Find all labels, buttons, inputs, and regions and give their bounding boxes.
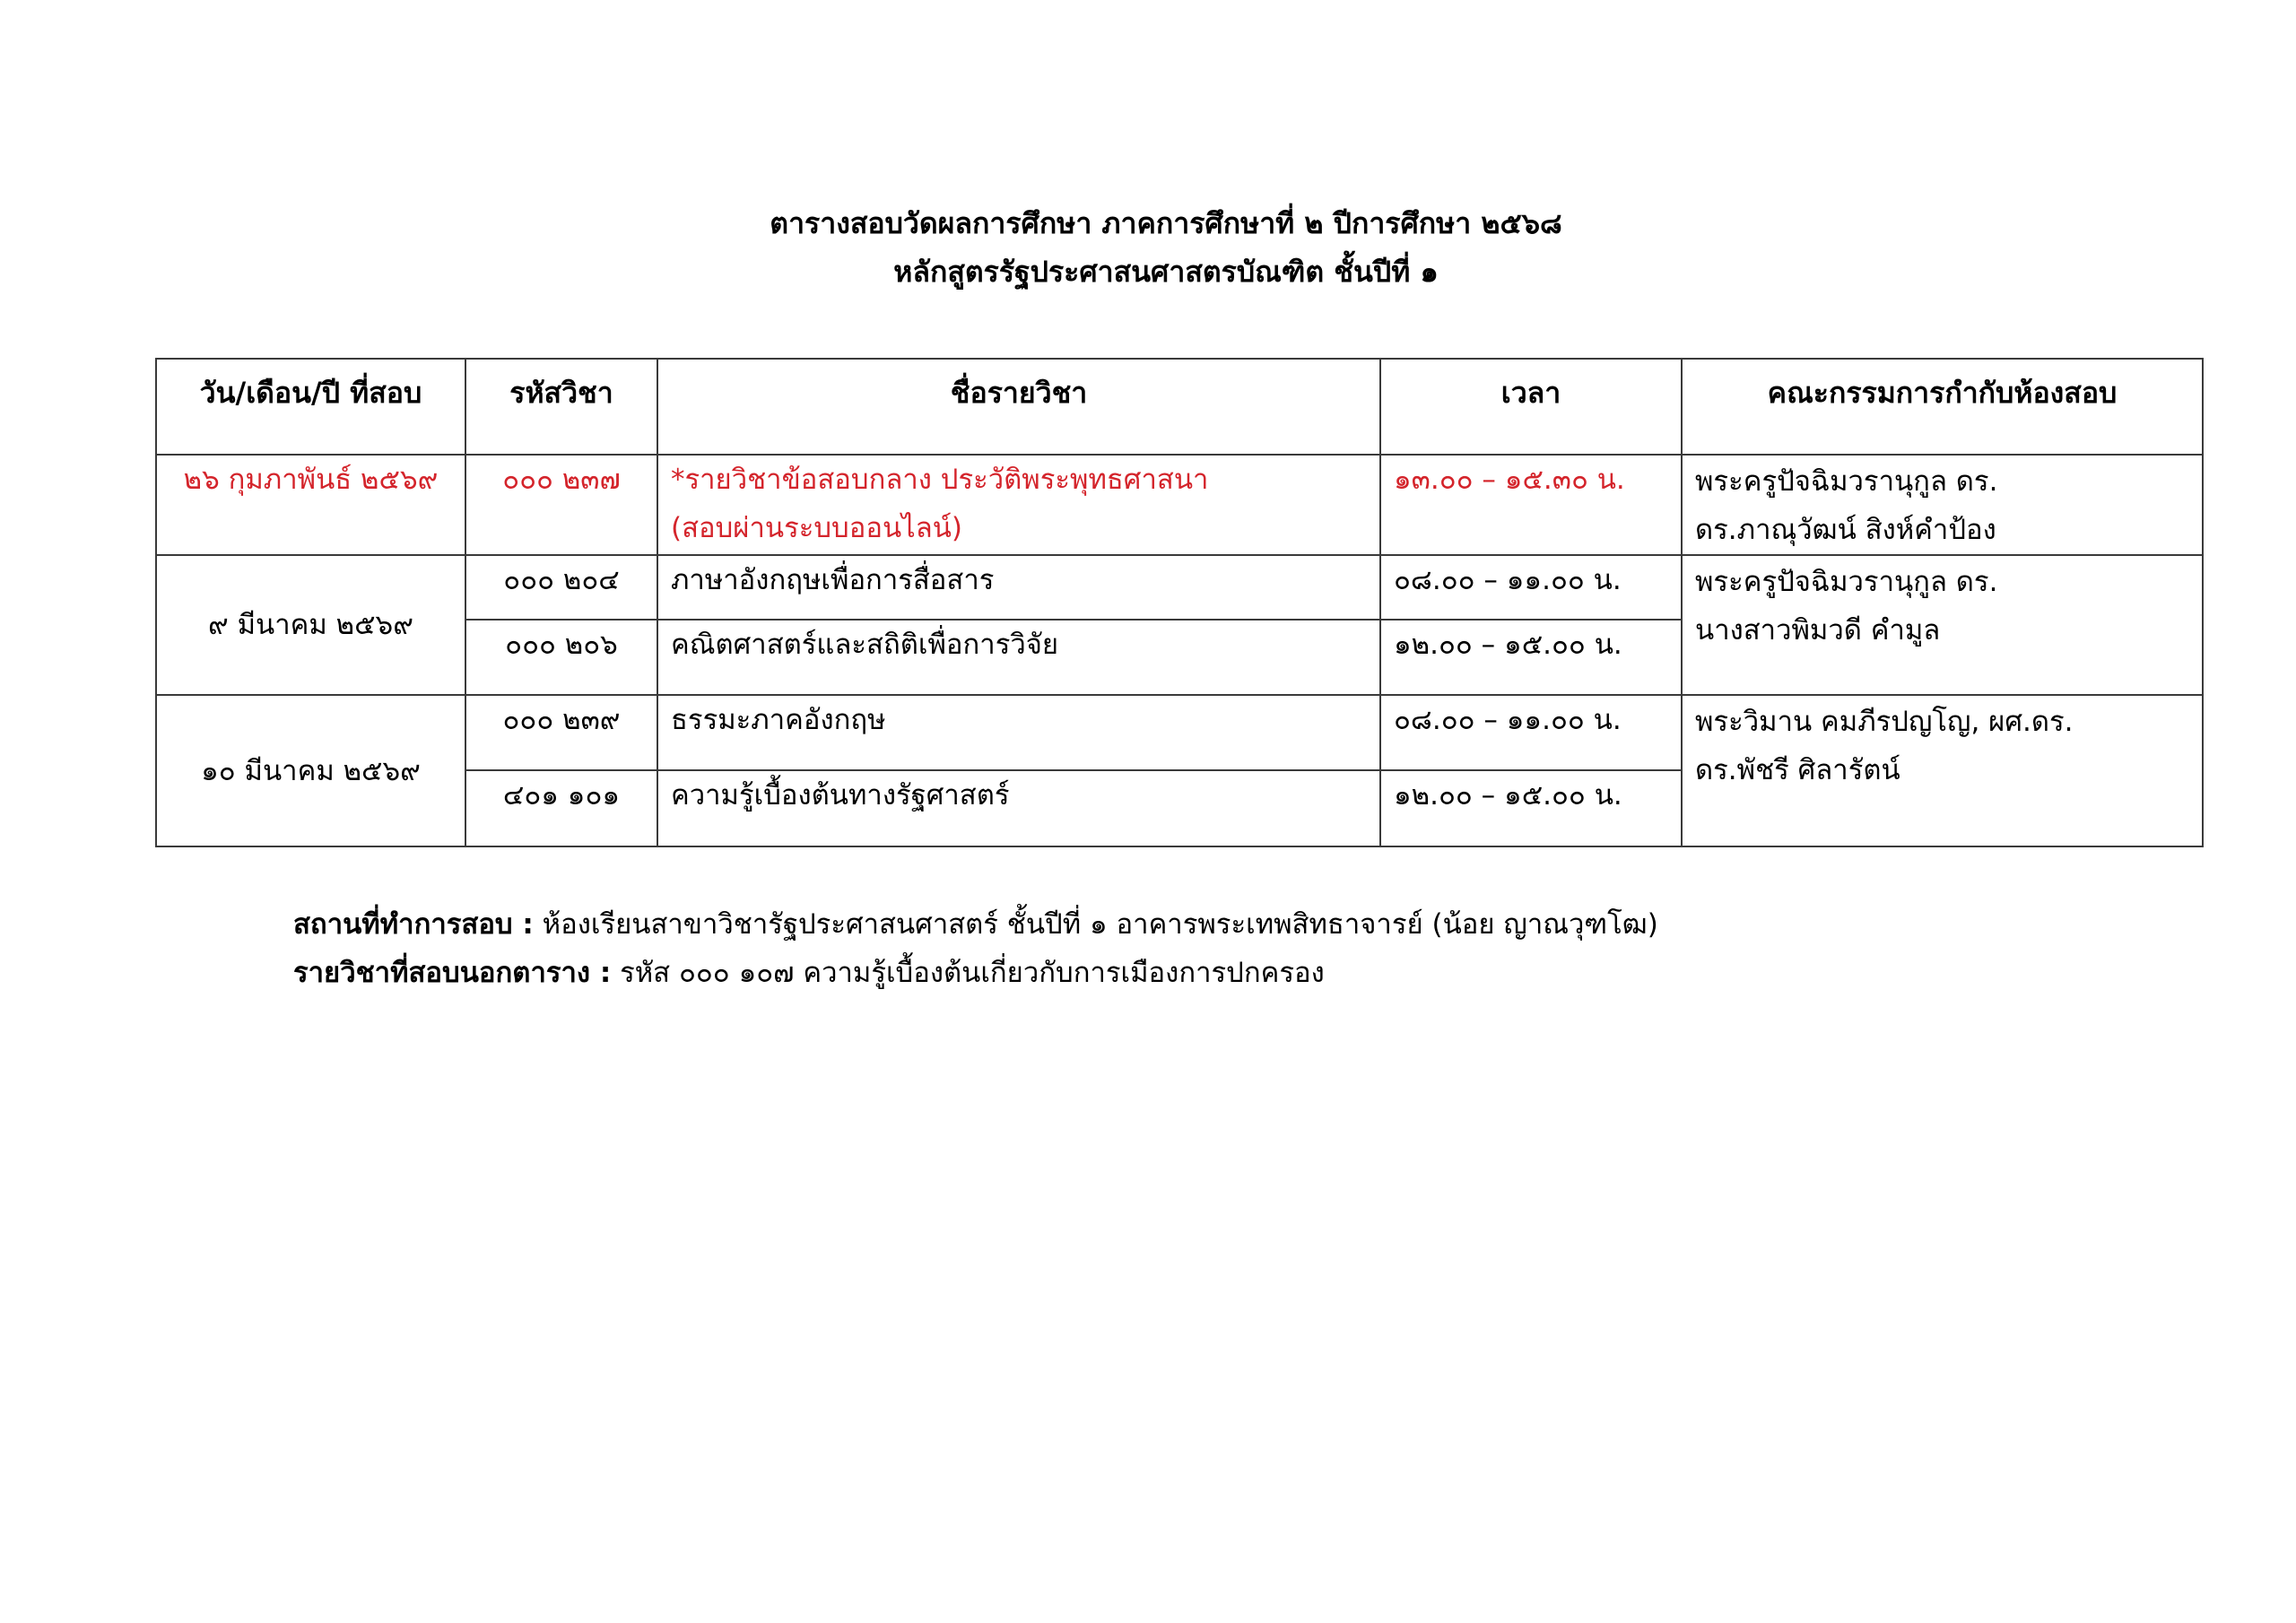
- committee-member: ดร.ภาณุวัฒน์ สิงห์คำป้อง: [1695, 514, 1996, 546]
- header-date: วัน/เดือน/ปี ที่สอบ: [156, 359, 465, 455]
- exam-time: ๑๒.๐๐ – ๑๕.๐๐ น.: [1380, 620, 1682, 695]
- committee-cell: [1682, 695, 2203, 846]
- course-name: ความรู้เบื้องต้นทางรัฐศาสตร์: [657, 770, 1380, 846]
- venue-label: สถานที่ทำการสอบ :: [293, 908, 534, 941]
- document-title: [0, 199, 2296, 296]
- header-name: ชื่อรายวิชา: [657, 359, 1380, 455]
- exam-time: ๑๒.๐๐ – ๑๕.๐๐ น.: [1380, 770, 1682, 846]
- committee-cell: [1682, 455, 2203, 555]
- committee-cell: [1682, 555, 2203, 695]
- header-code: รหัสวิชา: [465, 359, 657, 455]
- exam-notes: [293, 900, 1658, 997]
- venue-text: ห้องเรียนสาขาวิชารัฐประศาสนศาสตร์ ชั้นปีที่ ๑ อาคารพระเทพสิทธาจารย์ (น้อย ญาณวุฑโฒ): [533, 908, 1658, 941]
- committee-member: ดร.พัชรี ศิลารัตน์: [1695, 754, 1900, 786]
- course-note: (สอบผ่านระบบออนไลน์): [671, 512, 963, 544]
- committee-member: พระครูปัจฉิมวรานุกูล ดร.: [1695, 566, 1998, 598]
- course-code: ๐๐๐ ๒๐๖: [465, 620, 657, 695]
- course-code: ๐๐๐ ๒๐๔: [465, 555, 657, 620]
- committee-member: พระครูปัจฉิมวรานุกูล ดร.: [1695, 465, 1998, 498]
- title-line-1: ตารางสอบวัดผลการศึกษา ภาคการศึกษาที่ ๒ ปีการศึกษา ๒๕๖๘: [770, 206, 1562, 240]
- header-time: เวลา: [1380, 359, 1682, 455]
- header-committee: คณะกรรมการกำกับห้องสอบ: [1682, 359, 2203, 455]
- course-name: *รายวิชาข้อสอบกลาง ประวัติพระพุทธศาสนา: [671, 464, 1209, 496]
- course-name: ธรรมะภาคอังกฤษ: [657, 695, 1380, 770]
- table-row: [156, 455, 2203, 555]
- exam-date: ๒๖ กุมภาพันธ์ ๒๕๖๙: [156, 455, 465, 555]
- table-row: [156, 695, 2203, 770]
- exam-time: ๐๘.๐๐ – ๑๑.๐๐ น.: [1380, 695, 1682, 770]
- exam-date: ๙ มีนาคม ๒๕๖๙: [156, 555, 465, 695]
- outside-schedule-text: รหัส ๐๐๐ ๑๐๗ ความรู้เบื้องต้นเกี่ยวกับการเมืองการปกครอง: [611, 957, 1325, 989]
- course-name: ภาษาอังกฤษเพื่อการสื่อสาร: [657, 555, 1380, 620]
- exam-date: ๑๐ มีนาคม ๒๕๖๙: [156, 695, 465, 846]
- committee-member: นางสาวพิมวดี คำมูล: [1695, 614, 1941, 647]
- venue-note: [293, 900, 1658, 949]
- course-code: ๐๐๐ ๒๓๗: [465, 455, 657, 555]
- table-header-row: [156, 359, 2203, 455]
- course-name-cell: [657, 455, 1380, 555]
- outside-schedule-note: [293, 949, 1658, 997]
- title-line-2: หลักสูตรรัฐประศาสนศาสตรบัณฑิต ชั้นปีที่ ๑: [893, 255, 1439, 289]
- course-name: คณิตศาสตร์และสถิติเพื่อการวิจัย: [657, 620, 1380, 695]
- table-row: [156, 555, 2203, 620]
- course-code: ๔๐๑ ๑๐๑: [465, 770, 657, 846]
- exam-schedule-table: [155, 358, 2204, 847]
- outside-schedule-label: รายวิชาที่สอบนอกตาราง :: [293, 957, 612, 989]
- exam-time: ๑๓.๐๐ – ๑๕.๓๐ น.: [1380, 455, 1682, 555]
- committee-member: พระวิมาน คมภีรปญโญ, ผศ.ดร.: [1695, 706, 2074, 738]
- exam-time: ๐๘.๐๐ – ๑๑.๐๐ น.: [1380, 555, 1682, 620]
- course-code: ๐๐๐ ๒๓๙: [465, 695, 657, 770]
